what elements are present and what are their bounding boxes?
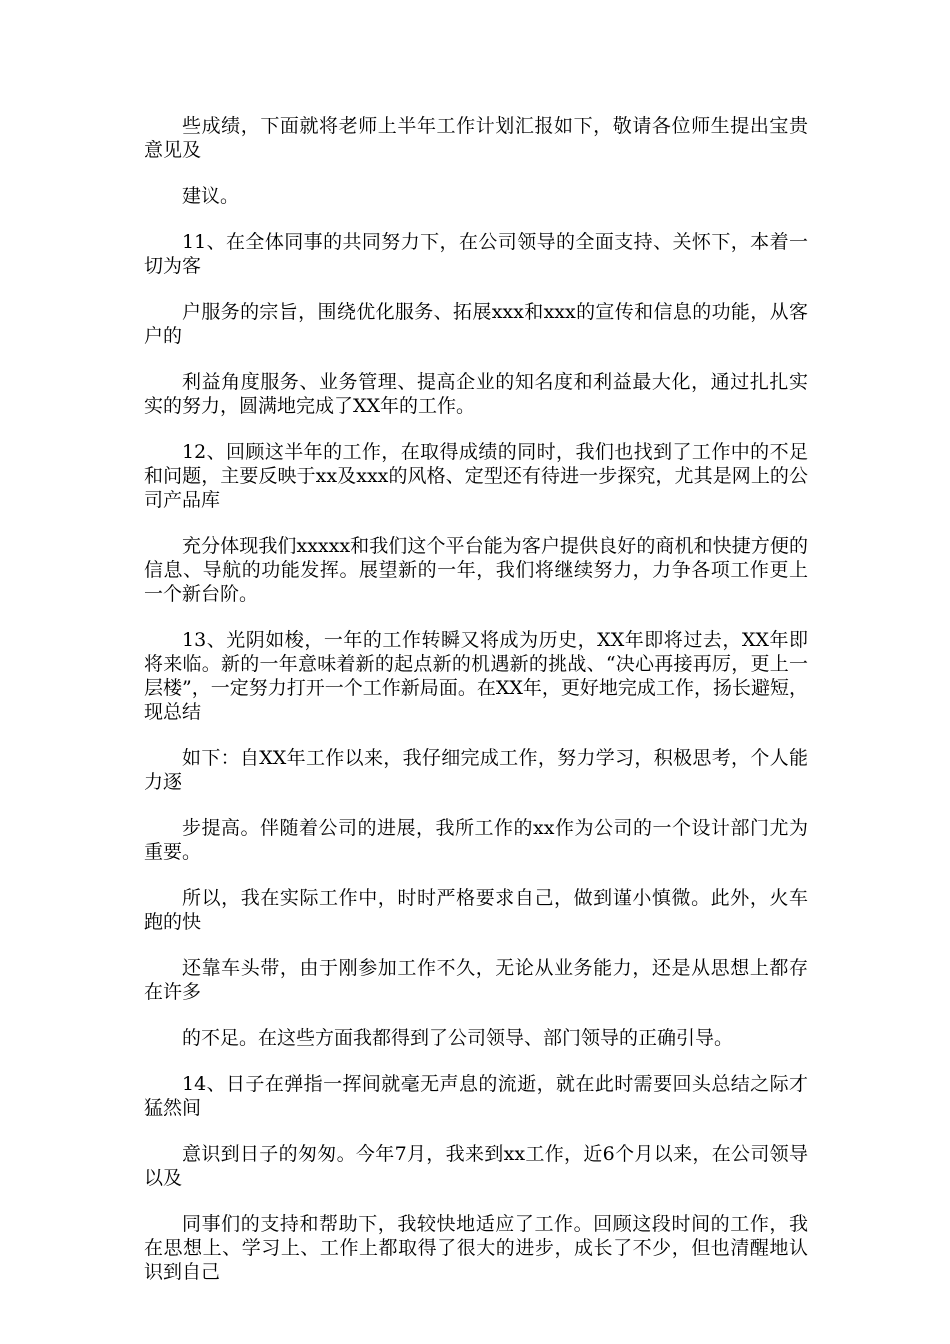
paragraph: 14、日子在弹指一挥间就毫无声息的流逝，就在此时需要回头总结之际才猛然间 — [144, 1073, 808, 1119]
paragraph: 11、在全体同事的共同努力下，在公司领导的全面支持、关怀下，本着一切为客 — [144, 231, 808, 277]
paragraph: 13、光阴如梭，一年的工作转瞬又将成为历史，XX年即将过去，XX年即将来临。新的一年意味着新的起点新的机遇新的挑战、“决心再接再厉，更上一层楼”，一定努力打开一个工作新局面。在XX年，更好地完成工作，扬长避短，现总结 — [144, 629, 808, 723]
paragraph: 建议。 — [182, 185, 240, 207]
paragraph: 步提高。伴随着公司的进展，我所工作的xx作为公司的一个设计部门尤为重要。 — [144, 817, 808, 863]
document-body — [144, 114, 808, 1306]
paragraph: 同事们的支持和帮助下，我较快地适应了工作。回顾这段时间的工作，我在思想上、学习上、工作上都取得了很大的进步，成长了不少，但也清醒地认识到自己 — [144, 1213, 808, 1283]
paragraph: 些成绩，下面就将老师上半年工作计划汇报如下，敬请各位师生提出宝贵意见及 — [144, 115, 808, 161]
paragraph: 所以，我在实际工作中，时时严格要求自己，做到谨小慎微。此外，火车跑的快 — [144, 887, 808, 933]
paragraph: 如下：自XX年工作以来，我仔细完成工作，努力学习，积极思考，个人能力逐 — [144, 747, 808, 793]
paragraph: 还靠车头带，由于刚参加工作不久，无论从业务能力，还是从思想上都存在许多 — [144, 957, 808, 1003]
paragraph: 的不足。在这些方面我都得到了公司领导、部门领导的正确引导。 — [182, 1027, 734, 1049]
paragraph: 充分体现我们xxxxx和我们这个平台能为客户提供良好的商机和快捷方便的信息、导航的功能发挥。展望新的一年，我们将继续努力，力争各项工作更上一个新台阶。 — [144, 535, 808, 605]
paragraph: 利益角度服务、业务管理、提高企业的知名度和利益最大化，通过扎扎实实的努力，圆满地完成了XX年的工作。 — [144, 371, 808, 417]
paragraph: 12、回顾这半年的工作，在取得成绩的同时，我们也找到了工作中的不足和问题，主要反映于xx及xxx的风格、定型还有待进一步探究，尤其是网上的公司产品库 — [144, 441, 808, 511]
paragraph: 意识到日子的匆匆。今年7月，我来到xx工作，近6个月以来，在公司领导以及 — [144, 1143, 808, 1189]
paragraph: 户服务的宗旨，围绕优化服务、拓展xxx和xxx的宣传和信息的功能，从客户的 — [144, 301, 808, 347]
